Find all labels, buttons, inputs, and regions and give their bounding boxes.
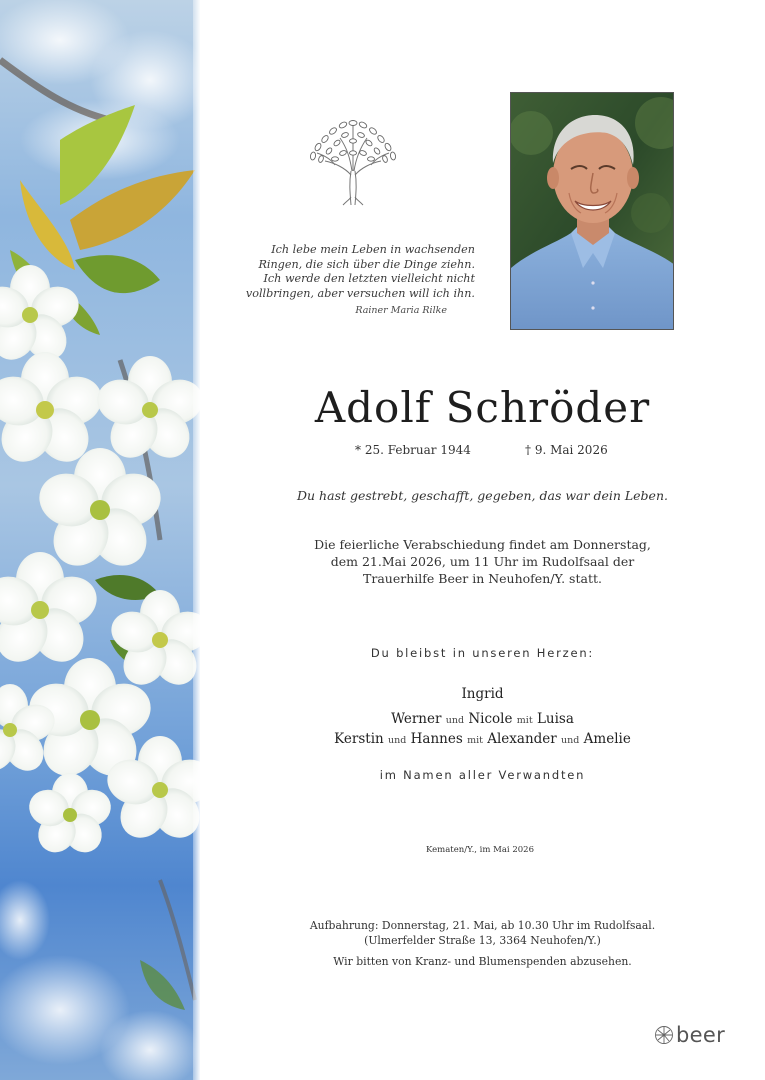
beer-logo	[654, 1022, 729, 1048]
mourners-list	[240, 685, 725, 750]
dandelion-icon	[654, 1025, 674, 1045]
mourners-row-3	[240, 730, 725, 750]
relatives-line: im Namen aller Verwandten	[379, 768, 586, 782]
remembrance-heading: Du bleibst in unseren Herzen:	[370, 646, 595, 660]
connector-word: mit	[467, 735, 483, 746]
mourner-name: Amelie	[583, 731, 631, 747]
place-and-date: Kematen/Y., im Mai 2026	[426, 845, 534, 855]
mourner-name: Kerstin	[334, 731, 384, 747]
mourners-row-2	[240, 710, 725, 730]
quote-line: vollbringen, aber versuchen will ich ihn.	[245, 286, 475, 300]
mourner-name: Werner	[391, 711, 442, 727]
mourner-name: Alexander	[487, 731, 557, 747]
mourner-ingrid: Ingrid	[461, 686, 504, 702]
strip-edge	[193, 0, 200, 1080]
viewing-line: Aufbahrung: Donnerstag, 21. Mai, ab 10.30 Uhr im Rudolfsaal.	[309, 919, 656, 932]
ceremony-line: Trauerhilfe Beer in Neuhofen/Y. statt.	[363, 571, 602, 586]
portrait-photo	[510, 92, 674, 330]
mourner-name: Nicole	[468, 711, 513, 727]
donation-note: Wir bitten von Kranz- und Blumenspenden abzusehen.	[333, 955, 632, 968]
connector-word: und	[561, 735, 580, 746]
mourner-name: Luisa	[536, 711, 574, 727]
address-line: (Ulmerfelder Straße 13, 3364 Neuhofen/Y.)	[364, 934, 601, 947]
blossom-flowers	[0, 265, 200, 1080]
viewing-notice	[260, 918, 705, 969]
quote-line: Ich lebe mein Leben in wachsenden	[271, 243, 475, 256]
blossom-illustration	[0, 0, 200, 1080]
memorial-motto: Du hast gestrebt, geschafft, gegeben, das war dein Leben.	[297, 488, 668, 503]
mourner-name: Hannes	[410, 731, 463, 747]
connector-word: und	[445, 715, 465, 726]
ceremony-announcement	[270, 536, 695, 587]
logo-text: beer	[676, 1023, 726, 1047]
quote-author: Rainer Maria Rilke	[355, 305, 447, 316]
connector-word: mit	[516, 715, 533, 726]
blossom-photo-strip	[0, 0, 200, 1080]
ceremony-line: Die feierliche Verabschiedung findet am Donnerstag,	[314, 537, 651, 552]
quote-line: Ich werde den letzten vielleicht nicht	[263, 272, 475, 285]
ceremony-line: dem 21.Mai 2026, um 11 Uhr im Rudolfsaal der	[330, 554, 635, 569]
birth-date: * 25. Februar 1944	[355, 443, 471, 457]
quote-line: Ringen, die sich über die Dinge ziehn.	[258, 257, 475, 271]
deceased-name: Adolf Schröder	[314, 383, 651, 432]
death-date: † 9. Mai 2026	[525, 443, 608, 457]
connector-word: und	[388, 735, 407, 746]
rilke-quote	[230, 243, 475, 301]
tree-of-life-icon	[305, 113, 401, 207]
